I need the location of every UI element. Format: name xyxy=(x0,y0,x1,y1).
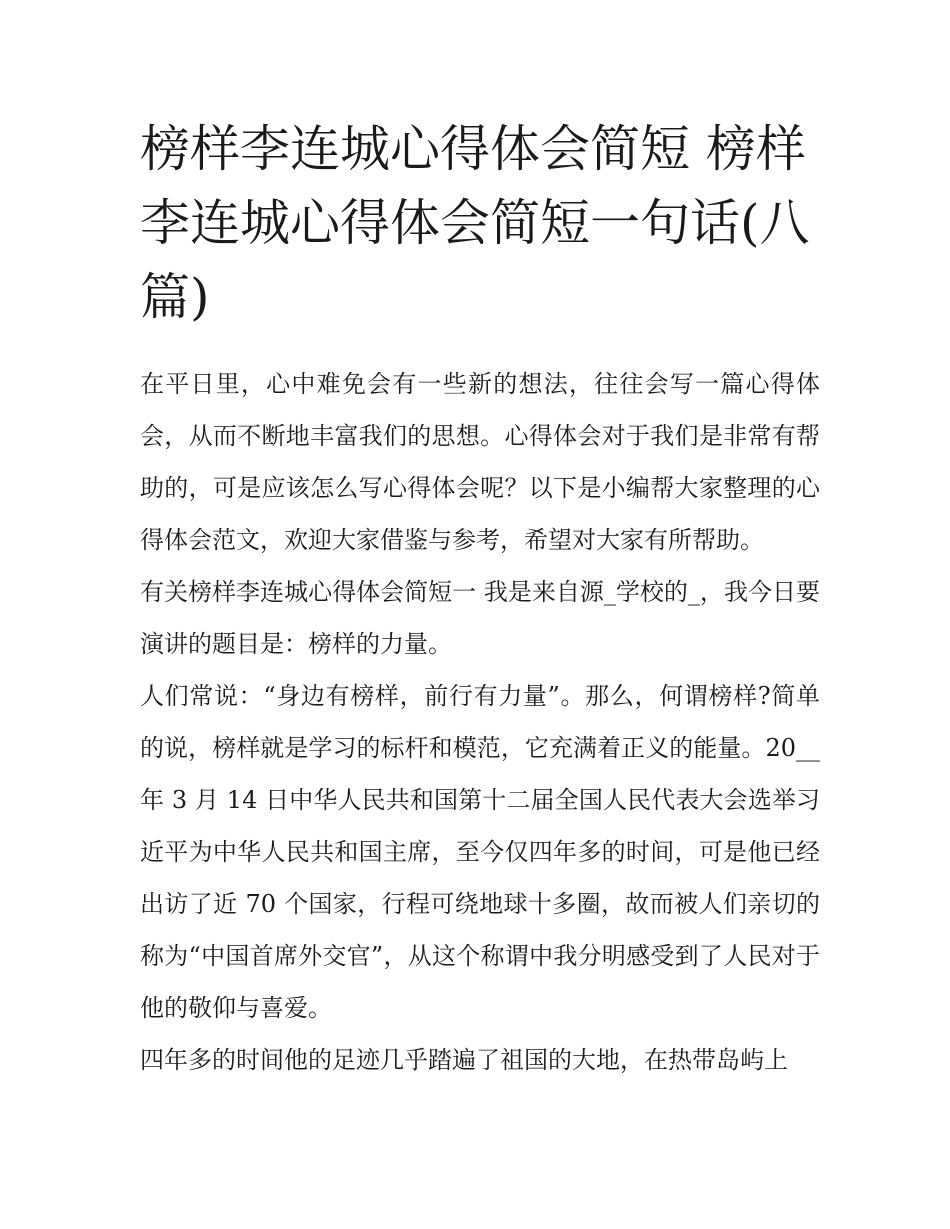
paragraph-travels: 四年多的时间他的足迹几乎踏遍了祖国的大地，在热带岛屿上 xyxy=(140,1046,788,1074)
paragraph-speech-opening: 有关榜样李连城心得体会简短一 我是来自源_学校的_，我今日要演讲的题目是：榜样的力量。 xyxy=(140,578,820,658)
document-body xyxy=(140,358,820,1086)
document-title: 榜样李连城心得体会简短 榜样李连城心得体会简短一句话(八篇) xyxy=(140,120,810,326)
paragraph-intro: 在平日里，心中难免会有一些新的想法，往往会写一篇心得体会，从而不断地丰富我们的思想。心得体会对于我们是非常有帮助的，可是应该怎么写心得体会呢？以下是小编帮大家整理的心得体会范文，欢迎大家借鉴与参考，希望对大家有所帮助。 xyxy=(140,370,820,554)
paragraph-role-model: 人们常说：“身边有榜样，前行有力量”。那么，何谓榜样?简单的说，榜样就是学习的标杆和模范，它充满着正义的能量。20__年 3 月 14 日中华人民共和国第十二届全国人民代表大会选举习近平为中华人民共和国主席，至今仅四年多的时间，可是他已经出访了近 70 个国家，行程可绕地球十多圈，故而被人们亲切的称为“中国首席外交官”，从这个称谓中我分明感受到了人民对于他的敬仰与喜爱。 xyxy=(140,682,820,1022)
